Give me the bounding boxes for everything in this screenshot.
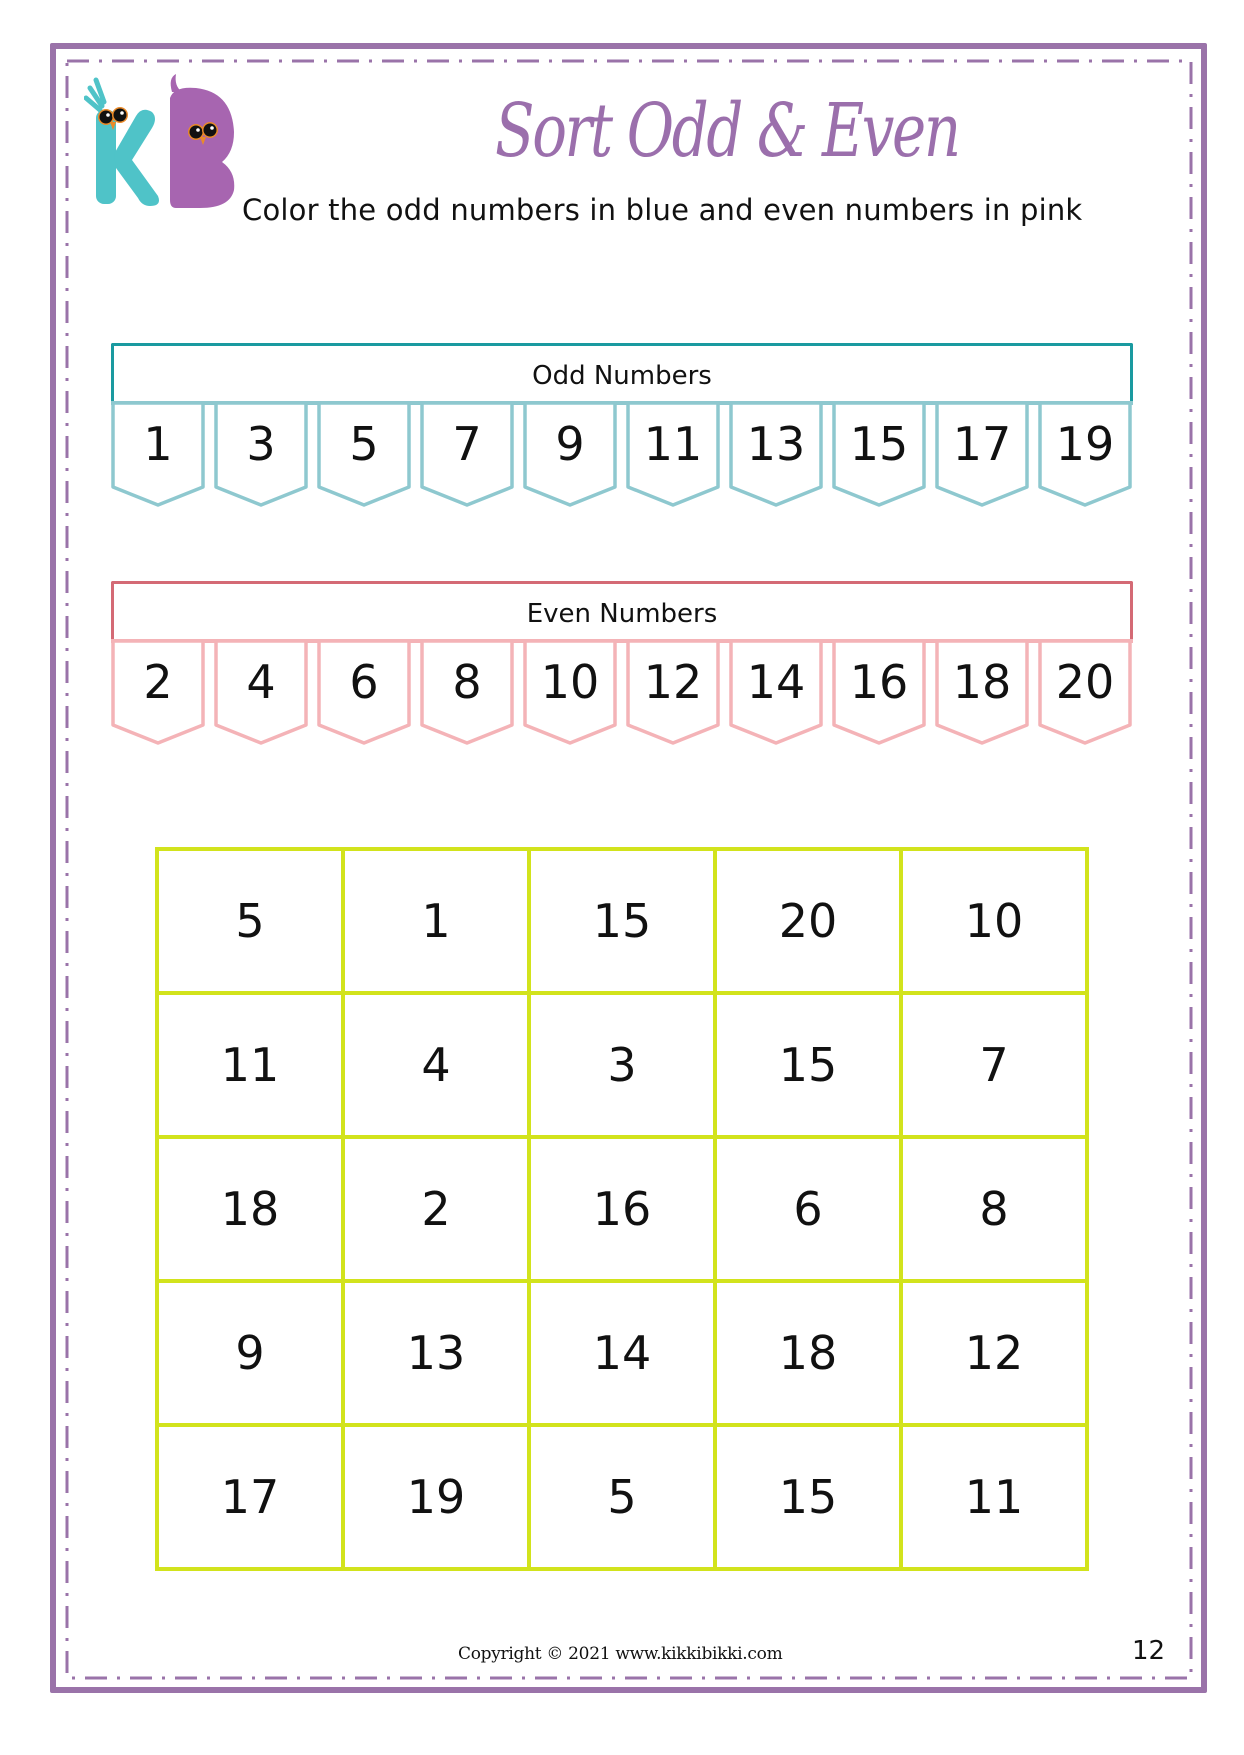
- pennant-number: 8: [452, 655, 482, 709]
- pennant[interactable]: [729, 401, 823, 505]
- odd-numbers-header: [111, 343, 1133, 402]
- grid-cell[interactable]: 1: [343, 849, 529, 993]
- pennant[interactable]: [832, 639, 926, 743]
- even-pennant-row: [111, 639, 1133, 743]
- grid-cell[interactable]: 11: [157, 993, 343, 1137]
- pennant[interactable]: [832, 401, 926, 505]
- pennant[interactable]: [935, 401, 1029, 505]
- grid-row: [157, 993, 1087, 1137]
- grid-cell[interactable]: 5: [529, 1425, 715, 1569]
- grid-cell[interactable]: 6: [715, 1137, 901, 1281]
- grid-cell[interactable]: 18: [157, 1137, 343, 1281]
- grid-cell[interactable]: 19: [343, 1425, 529, 1569]
- pennant[interactable]: [935, 639, 1029, 743]
- grid-cell[interactable]: 15: [529, 849, 715, 993]
- pennant-number: 3: [246, 417, 276, 471]
- pennant-number: 17: [952, 417, 1012, 471]
- grid-row: [157, 1281, 1087, 1425]
- even-numbers-header: [111, 581, 1133, 640]
- grid-cell[interactable]: 10: [901, 849, 1087, 993]
- pennant[interactable]: [1038, 639, 1132, 743]
- grid-cell[interactable]: 9: [157, 1281, 343, 1425]
- pennant-number: 1: [143, 417, 173, 471]
- pennant-number: 20: [1055, 655, 1115, 709]
- pennant-number: 2: [143, 655, 173, 709]
- pennant[interactable]: [317, 401, 411, 505]
- grid-row: [157, 849, 1087, 993]
- pennant-number: 7: [452, 417, 482, 471]
- grid-cell[interactable]: 12: [901, 1281, 1087, 1425]
- grid-cell[interactable]: 14: [529, 1281, 715, 1425]
- pennant-number: 4: [246, 655, 276, 709]
- pennant-number: 10: [540, 655, 600, 709]
- pennant[interactable]: [729, 639, 823, 743]
- grid-cell[interactable]: 4: [343, 993, 529, 1137]
- pennant-number: 6: [349, 655, 379, 709]
- pennant-number: 12: [643, 655, 703, 709]
- pennant-number: 19: [1055, 417, 1115, 471]
- grid-row: [157, 1137, 1087, 1281]
- grid-cell[interactable]: 3: [529, 993, 715, 1137]
- pennant[interactable]: [626, 639, 720, 743]
- pennant[interactable]: [111, 401, 205, 505]
- page-number: 12: [1132, 1636, 1166, 1666]
- grid-cell[interactable]: 18: [715, 1281, 901, 1425]
- grid-cell[interactable]: 2: [343, 1137, 529, 1281]
- pennant-number: 13: [746, 417, 806, 471]
- pennant[interactable]: [111, 639, 205, 743]
- grid-cell[interactable]: 5: [157, 849, 343, 993]
- pennant[interactable]: [523, 639, 617, 743]
- grid-cell[interactable]: 17: [157, 1425, 343, 1569]
- pennant[interactable]: [214, 639, 308, 743]
- pennant[interactable]: [523, 401, 617, 505]
- grid-cell[interactable]: 7: [901, 993, 1087, 1137]
- kikkibikki-logo: [84, 72, 244, 212]
- logo-birds-icon: [84, 72, 244, 212]
- pennant-number: 16: [849, 655, 909, 709]
- grid-cell[interactable]: 11: [901, 1425, 1087, 1569]
- pennant[interactable]: [317, 639, 411, 743]
- pennant-number: 5: [349, 417, 379, 471]
- pennant[interactable]: [214, 401, 308, 505]
- worksheet-title: Sort Odd & Even: [495, 88, 959, 174]
- grid-row: [157, 1425, 1087, 1569]
- pennant[interactable]: [420, 401, 514, 505]
- pennant-number: 18: [952, 655, 1012, 709]
- pennant-number: 9: [555, 417, 585, 471]
- pennant-number: 15: [849, 417, 909, 471]
- even-numbers-label: Even Numbers: [526, 599, 718, 629]
- grid-cell[interactable]: 15: [715, 993, 901, 1137]
- pennant[interactable]: [626, 401, 720, 505]
- odd-pennant-row: [111, 401, 1133, 505]
- grid-cell[interactable]: 8: [901, 1137, 1087, 1281]
- pennant[interactable]: [420, 639, 514, 743]
- pennant-number: 14: [746, 655, 806, 709]
- number-grid: [155, 847, 1089, 1571]
- worksheet-instructions: Color the odd numbers in blue and even numbers in pink: [242, 193, 1083, 227]
- pennant-number: 11: [643, 417, 703, 471]
- odd-numbers-label: Odd Numbers: [532, 361, 712, 391]
- copyright-notice: Copyright © 2021 www.kikkibikki.com: [458, 1644, 783, 1664]
- grid-cell[interactable]: 20: [715, 849, 901, 993]
- grid-cell[interactable]: 13: [343, 1281, 529, 1425]
- pennant[interactable]: [1038, 401, 1132, 505]
- grid-cell[interactable]: 15: [715, 1425, 901, 1569]
- grid-cell[interactable]: 16: [529, 1137, 715, 1281]
